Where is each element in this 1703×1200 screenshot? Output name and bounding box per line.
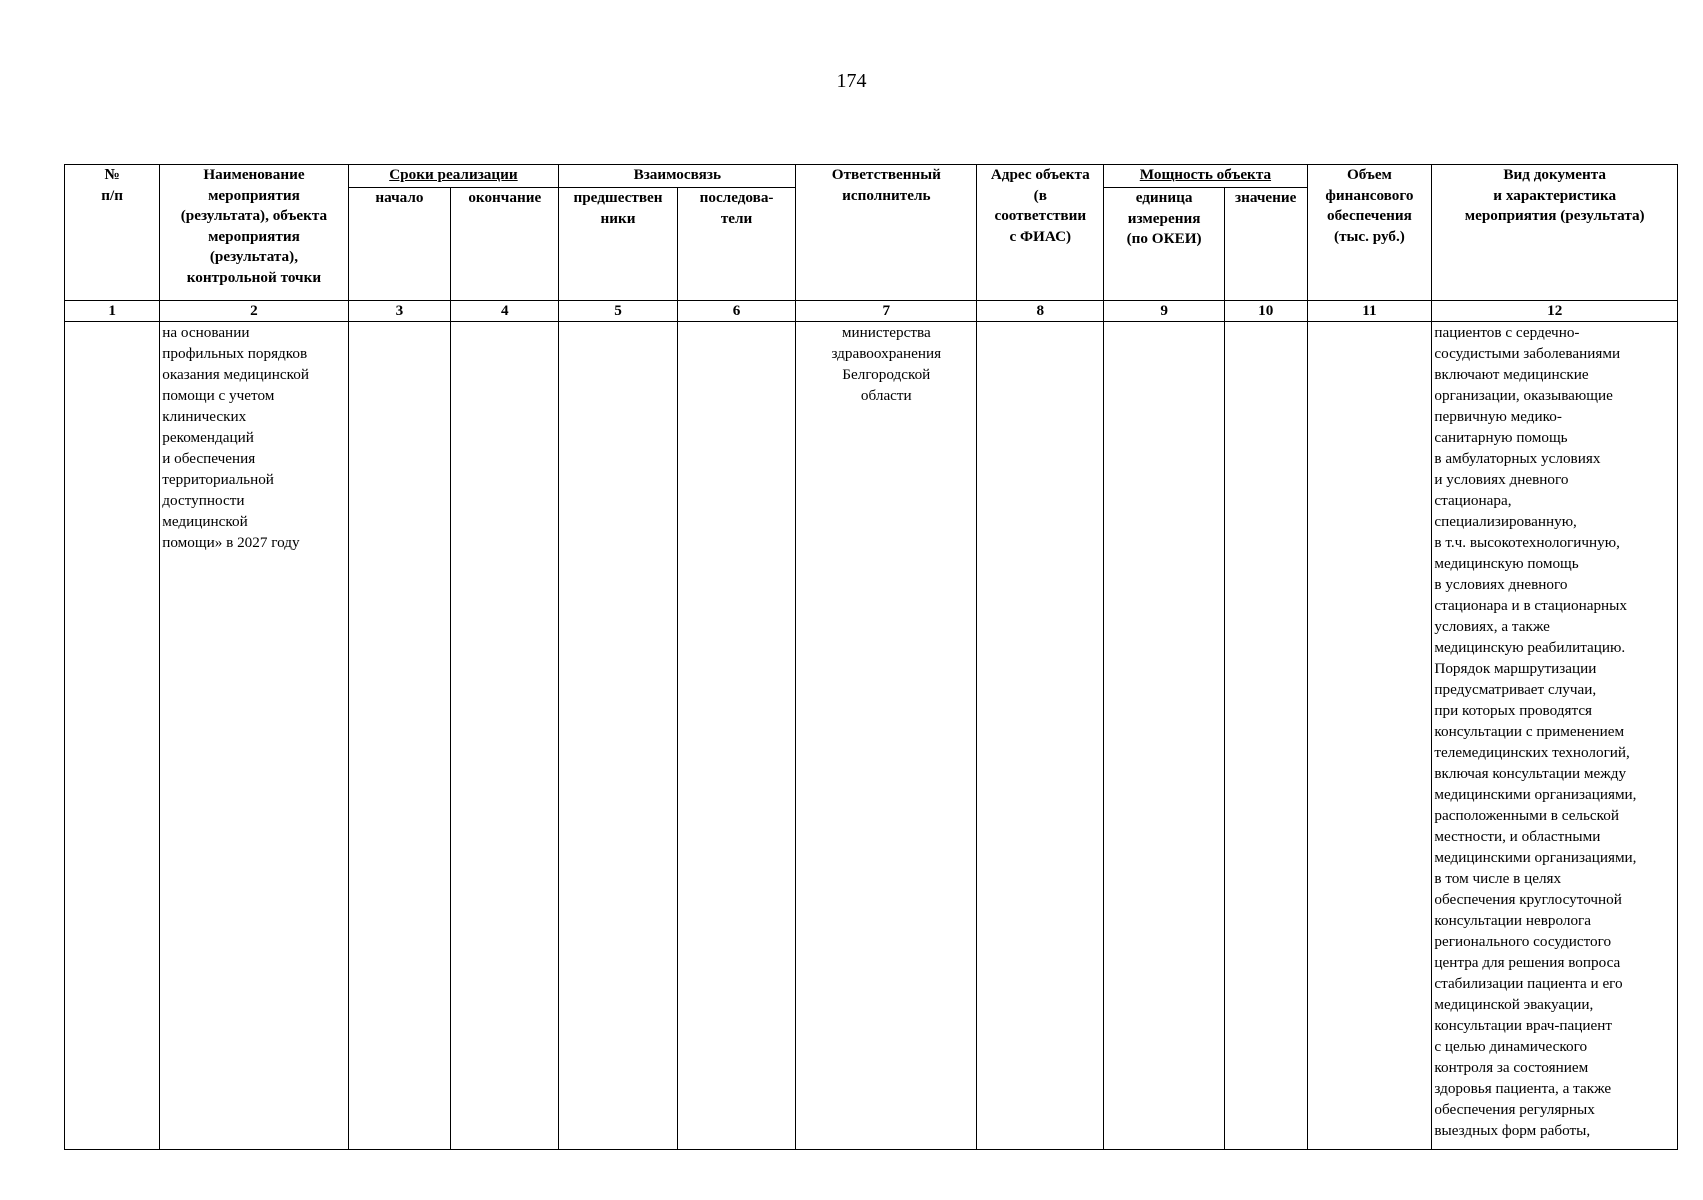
table-row	[65, 322, 1678, 1150]
column-number: 3	[348, 301, 451, 322]
cell-financing	[1307, 322, 1432, 1150]
activities-table	[64, 164, 1678, 1150]
header-group-relations: Взаимосвязь	[559, 165, 796, 188]
column-number: 7	[796, 301, 977, 322]
cell-end	[451, 322, 559, 1150]
column-number: 8	[977, 301, 1104, 322]
page-number: 174	[836, 70, 867, 92]
cell-address	[977, 322, 1104, 1150]
header-responsible: Ответственный исполнитель	[796, 165, 977, 301]
header-group-capacity: Мощность объекта	[1104, 165, 1307, 188]
header-financing: Объем финансового обеспечения (тыс. руб.)	[1307, 165, 1432, 301]
column-number: 11	[1307, 301, 1432, 322]
cell-unit	[1104, 322, 1225, 1150]
column-number: 12	[1432, 301, 1678, 322]
header-document-type: Вид документа и характеристика мероприятия (результата)	[1432, 165, 1678, 301]
header-unit: единица измерения (по ОКЕИ)	[1104, 188, 1225, 301]
column-number: 9	[1104, 301, 1225, 322]
header-successors: последова- тели	[677, 188, 796, 301]
cell-successors	[677, 322, 796, 1150]
column-number: 2	[160, 301, 348, 322]
cell-number	[65, 322, 160, 1150]
column-number: 10	[1224, 301, 1307, 322]
cell-predecessors	[559, 322, 678, 1150]
header-value: значение	[1224, 188, 1307, 301]
cell-activity-name: на основании профильных порядков оказания медицинской помощи с учетом клинических рекомендаций и обеспечения территориальной доступности медицинской помощи» в 2027 году	[160, 322, 348, 1150]
cell-value	[1224, 322, 1307, 1150]
cell-document-type: пациентов с сердечно- сосудистыми заболеваниями включают медицинские организации, оказывающие первичную медико- санитарную помощь в амбулаторных условиях и условиях дневного стационара, специализированную, в т.ч. высокотехнологичную, медицинскую помощь в условиях дневного стационара и в стационарных условиях, а также медицинскую реабилитацию. Порядок маршрутизации предусматривает случаи, при которых проводятся консультации с применением телемедицинских технологий, включая консультации между медицинскими организациями, расположенными в сельской местности, и областными медицинскими организациями, в том числе в целях обеспечения круглосуточной консультации невролога регионального сосудистого центра для решения вопроса стабилизации пациента и его медицинской эвакуации, консультации врач-пациент с целью динамического контроля за состоянием здоровья пациента, а также обеспечения регулярных выездных форм работы,	[1432, 322, 1678, 1150]
column-number: 5	[559, 301, 678, 322]
header-activity-name: Наименование мероприятия (результата), объекта мероприятия (результата), контрольной точки	[160, 165, 348, 301]
header-end: окончание	[451, 188, 559, 301]
column-number: 1	[65, 301, 160, 322]
cell-start	[348, 322, 451, 1150]
header-group-timeline: Сроки реализации	[348, 165, 559, 188]
header-start: начало	[348, 188, 451, 301]
column-number: 4	[451, 301, 559, 322]
header-predecessors: предшествен ники	[559, 188, 678, 301]
cell-responsible: министерства здравоохранения Белгородской области	[796, 322, 977, 1150]
column-number: 6	[677, 301, 796, 322]
header-number: № п/п	[65, 165, 160, 301]
header-address: Адрес объекта (в соответствии с ФИАС)	[977, 165, 1104, 301]
